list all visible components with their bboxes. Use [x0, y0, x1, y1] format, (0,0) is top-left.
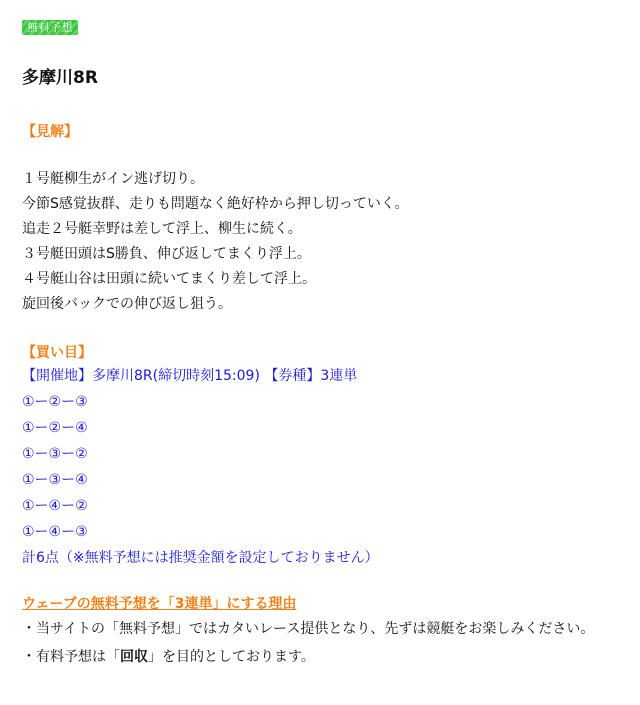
analysis-line: 今節S感覚抜群、走りも問題なく絶好枠から押し切っていく。 — [22, 196, 409, 212]
reason-line-paid-pre: ・有料予想は「 — [22, 649, 120, 665]
bet-combo: ①ー③ー④ — [22, 472, 88, 488]
reason-heading: ウェーブの無料予想を「3連単」にする理由 — [22, 596, 297, 612]
recovery-emphasis: 回収 — [120, 649, 148, 665]
bets-list — [22, 363, 622, 571]
analysis-line: 旋回後バックでの伸び返し狙う。 — [22, 296, 232, 312]
page-title: 多摩川8R — [22, 68, 98, 88]
bet-combo: ①ー④ー③ — [22, 524, 88, 540]
reason-line-paid — [22, 643, 622, 671]
venue-info: 【開催地】多摩川8R(締切時刻15:09) 【券種】3連単 — [22, 368, 358, 384]
reason-text — [22, 615, 622, 671]
analysis-line: １号艇柳生がイン逃げ切り。 — [22, 171, 204, 187]
reason-line-free: ・当サイトの「無料予想」ではカタいレース提供となり、先ずは競艇をお楽しみください。 — [22, 621, 595, 637]
analysis-line: ３号艇田頭はS勝負、伸び返してまくり浮上。 — [22, 246, 311, 262]
bet-combo: ①ー②ー④ — [22, 420, 88, 436]
bet-total: 計6点（※無料予想には推奨金額を設定しておりません） — [22, 550, 379, 566]
analysis-text — [22, 167, 622, 317]
bet-combo: ①ー②ー③ — [22, 394, 88, 410]
analysis-heading: 【見解】 — [22, 124, 78, 140]
analysis-line: ４号艇山谷は田頭に続いてまくり差して浮上。 — [22, 271, 316, 287]
bets-heading: 【買い目】 — [22, 345, 92, 361]
article — [22, 16, 622, 671]
analysis-line: 追走２号艇幸野は差して浮上、柳生に続く。 — [22, 221, 302, 237]
reason-line-paid-post: 」を目的としております。 — [148, 649, 315, 665]
bet-combo: ①ー④ー② — [22, 498, 88, 514]
free-prediction-badge: 無料予想 — [22, 20, 78, 35]
bet-combo: ①ー③ー② — [22, 446, 88, 462]
